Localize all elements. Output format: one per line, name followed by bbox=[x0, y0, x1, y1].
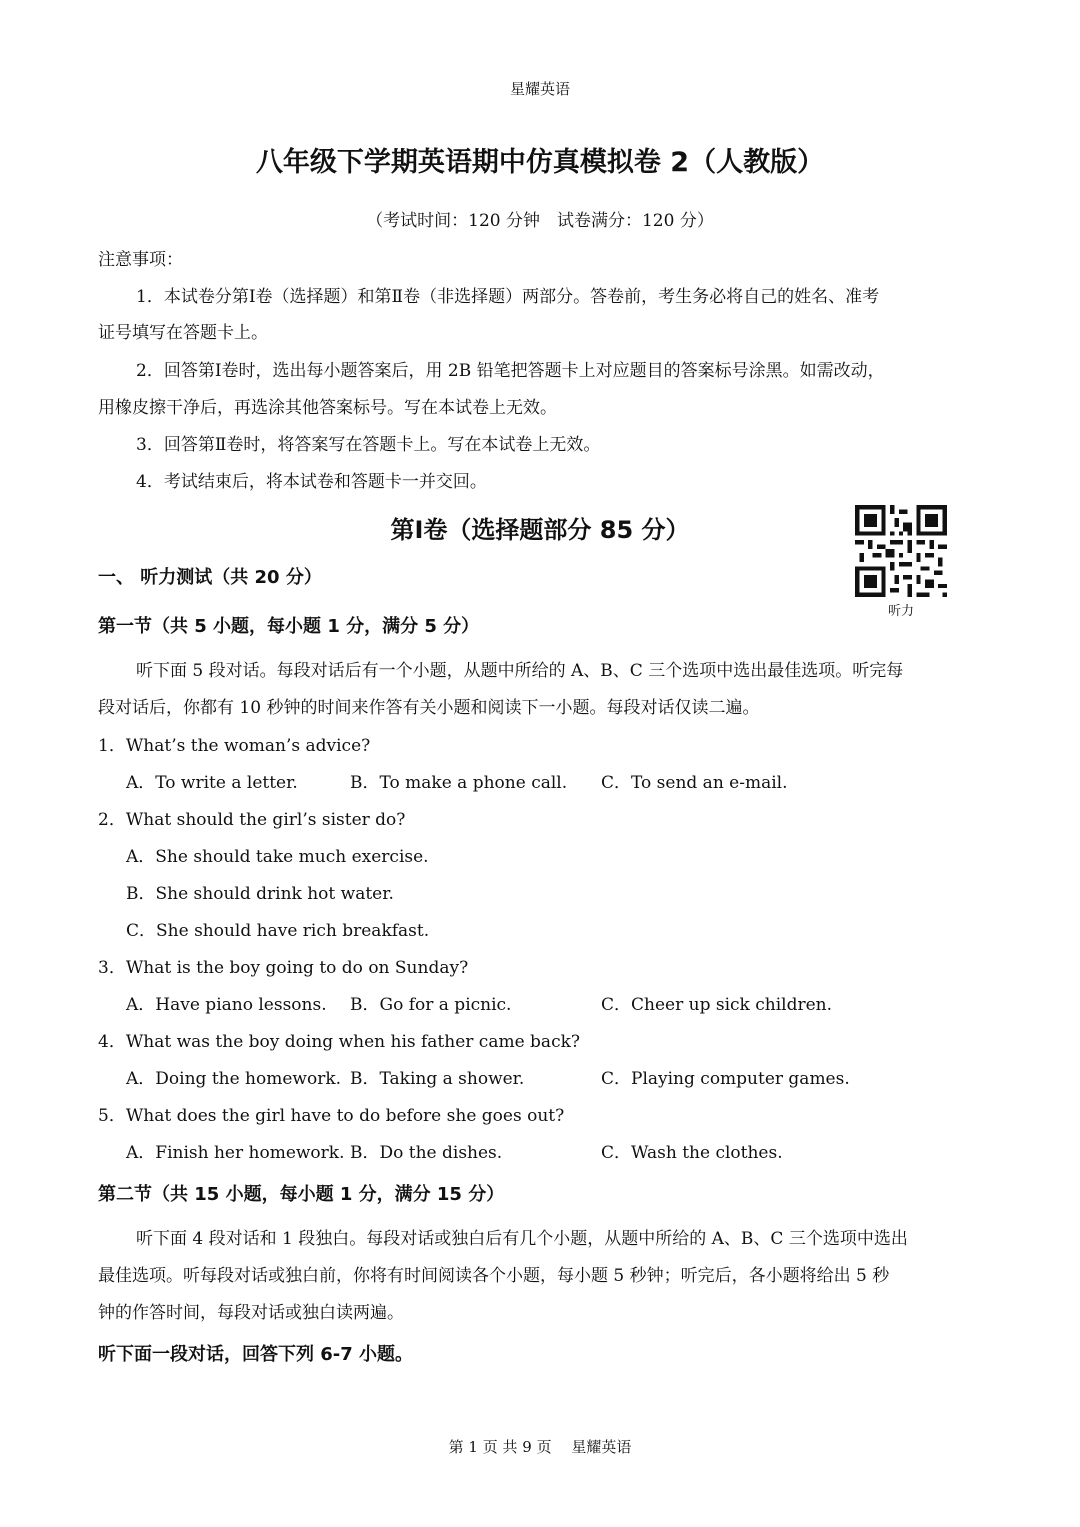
section2-heading: 第二节（共 15 小题，每小题 1 分，满分 15 分） bbox=[98, 1184, 505, 1205]
exam-title: 八年级下学期英语期中仿真模拟卷 2（人教版） bbox=[255, 147, 825, 178]
question-5: 5．What does the girl have to do before she goes out? bbox=[98, 1106, 565, 1126]
section1-instructions-line-2: 段对话后，你都有 10 秒钟的时间来作答有关小题和阅读下一小题。每段对话仅读二遍。 bbox=[98, 698, 760, 718]
question-4-option-c: C．Playing computer games. bbox=[601, 1069, 850, 1089]
notice-item-2-line-2: 用橡皮擦干净后，再选涂其他答案标号。写在本试卷上无效。 bbox=[98, 398, 557, 418]
qr-caption: 听力 bbox=[887, 604, 914, 619]
notice-item-3: 3．回答第Ⅱ卷时，将答案写在答题卡上。写在本试卷上无效。 bbox=[136, 435, 601, 455]
question-2: 2．What should the girl’s sister do? bbox=[98, 810, 406, 830]
notice-item-2-line-1: 2．回答第Ⅰ卷时，选出每小题答案后，用 2B 铅笔把答题卡上对应题目的答案标号涂黑。如需改动， bbox=[136, 361, 885, 381]
notice-item-1-line-1: 1．本试卷分第Ⅰ卷（选择题）和第Ⅱ卷（非选择题）两部分。答卷前，考生务必将自己的姓名、准考 bbox=[136, 287, 880, 307]
section1-instructions-line-1: 听下面 5 段对话。每段对话后有一个小题，从题中所给的 A、B、C 三个选项中选出最佳选项。听完每 bbox=[136, 661, 904, 681]
question-1-option-b: B．To make a phone call. bbox=[350, 773, 568, 793]
listening-heading: 一、 听力测试（共 20 分） bbox=[98, 567, 322, 588]
question-1-option-a: A．To write a letter. bbox=[126, 773, 298, 793]
question-3: 3．What is the boy going to do on Sunday? bbox=[98, 958, 469, 978]
notice-item-1-line-2: 证号填写在答题卡上。 bbox=[98, 323, 268, 343]
section2-instructions-line-3: 钟的作答时间，每段对话或独白读两遍。 bbox=[98, 1303, 404, 1323]
question-4-option-b: B．Taking a shower. bbox=[350, 1069, 525, 1089]
section2-sub-heading: 听下面一段对话，回答下列 6-7 小题。 bbox=[98, 1344, 414, 1365]
question-2-option-a: A．She should take much exercise. bbox=[126, 847, 429, 867]
part1-title: 第Ⅰ卷（选择题部分 85 分） bbox=[390, 516, 690, 544]
question-5-option-b: B．Do the dishes. bbox=[350, 1143, 503, 1163]
notice-item-4: 4．考试结束后，将本试卷和答题卡一并交回。 bbox=[136, 472, 487, 492]
section2-instructions-line-1: 听下面 4 段对话和 1 段独白。每段对话或独白后有几个小题，从题中所给的 A、B、C 三个选项中选出 bbox=[136, 1229, 908, 1249]
section1-heading: 第一节（共 5 小题，每小题 1 分，满分 5 分） bbox=[98, 616, 480, 637]
question-5-option-c: C．Wash the clothes. bbox=[601, 1143, 783, 1163]
page-header: 星耀英语 bbox=[509, 80, 570, 98]
question-1: 1．What’s the woman’s advice? bbox=[98, 736, 371, 756]
page-footer: 第 1 页 共 9 页 星耀英语 bbox=[448, 1438, 632, 1456]
question-1-option-c: C．To send an e-mail. bbox=[601, 773, 788, 793]
question-3-option-b: B．Go for a picnic. bbox=[350, 995, 512, 1015]
question-4: 4．What was the boy doing when his father came back? bbox=[98, 1032, 581, 1052]
question-4-option-a: A．Doing the homework. bbox=[126, 1069, 342, 1089]
question-3-option-a: A．Have piano lessons. bbox=[126, 995, 327, 1015]
notice-heading: 注意事项： bbox=[98, 250, 183, 270]
exam-info: （考试时间：120 分钟 试卷满分：120 分） bbox=[366, 211, 714, 231]
question-2-option-c: C．She should have rich breakfast. bbox=[126, 921, 430, 941]
question-3-option-c: C．Cheer up sick children. bbox=[601, 995, 833, 1015]
qr-code[interactable] bbox=[855, 505, 947, 597]
question-5-option-a: A．Finish her homework. bbox=[126, 1143, 345, 1163]
question-2-option-b: B．She should drink hot water. bbox=[126, 884, 394, 904]
section2-instructions-line-2: 最佳选项。听每段对话或独白前，你将有时间阅读各个小题，每小题 5 秒钟；听完后，各小题将给出 5 秒 bbox=[98, 1266, 890, 1286]
